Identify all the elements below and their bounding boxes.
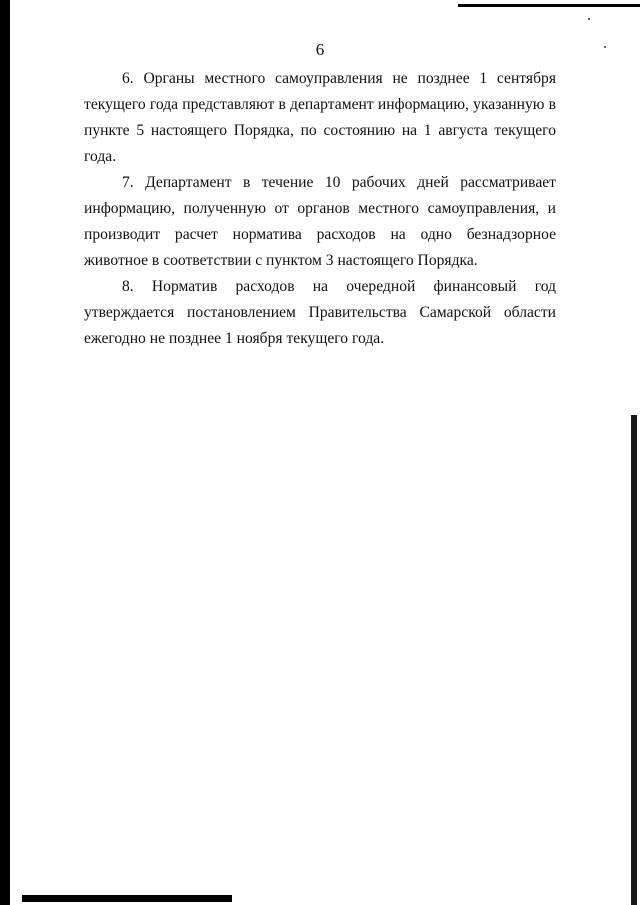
scan-border-top — [458, 4, 640, 7]
paragraph-6: 6. Органы местного самоуправления не позднее 1 сентября текущего года представляют в департамент информацию, указанную в пункте 5 настоящего Порядка, по состоянию на 1 августа текущего года. — [84, 70, 556, 165]
scan-speck — [588, 18, 590, 20]
scan-border-left — [0, 0, 10, 905]
page-number: 6 — [315, 40, 325, 59]
scan-border-right — [631, 415, 637, 905]
paragraph-8: 8. Норматив расходов на очередной финансовый год утверждается постановлением Правительства Самарской области ежегодно не позднее 1 ноября текущего года. — [84, 278, 556, 347]
paragraph-7: 7. Департамент в течение 10 рабочих дней рассматривает информацию, полученную от органов местного самоуправления, и производит расчет норматива расходов на одно безнадзорное животное в соответствии с пунктом 3 настоящего Порядка. — [84, 174, 556, 269]
document-body — [84, 66, 556, 352]
scan-border-bottom — [22, 895, 232, 902]
